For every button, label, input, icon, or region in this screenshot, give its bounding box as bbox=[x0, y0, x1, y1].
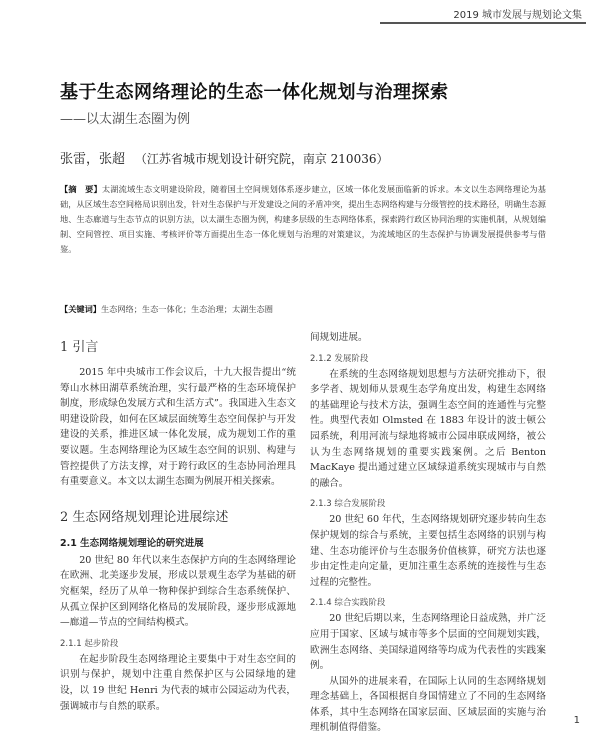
article-title: 基于生态网络理论的生态一体化规划与治理探索 bbox=[60, 82, 449, 103]
minor-paragraph-start: 在起步阶段生态网络理论主要集中于对生态空间的识别与保护，规划中注重自然保护区与公园绿地的建设，以 19 世纪 Henri 为代表的城市公园运动为代表，强调城市与自然的联系。 bbox=[60, 653, 296, 712]
minor-heading-develop: 2.1.2 发展阶段 bbox=[310, 353, 369, 364]
intro-paragraph: 2015 年中央城市工作会议后，十九大报告提出“统筹山水林田湖草系统治理，实行最严格的生态环境保护制度，形成绿色发展方式和生活方式”。我国进入生态文明建设阶段，如何在区域层面统筹生态空间保护与开发建设的关系，推进区域一体化发展，成为规划工作的重要议题。生态网络理论为区域生态空间的识别、构建与管控提供了方法支撑，对于跨行政区的生态协同治理具有重要意义。本文以太湖生态圈为例展开相关探索。 bbox=[60, 367, 296, 488]
author-affiliation: （江苏省城市规划设计研究院，南京 210036） bbox=[134, 152, 389, 166]
article-subtitle: ——以太湖生态圈为例 bbox=[60, 112, 191, 127]
page-number: 1 bbox=[573, 715, 580, 726]
keywords bbox=[60, 302, 546, 316]
continued-text: 间规划进展。 bbox=[310, 332, 368, 343]
minor-heading-integrate: 2.1.3 综合发展阶段 bbox=[310, 499, 386, 510]
minor-heading-practice: 2.1.4 综合实践阶段 bbox=[310, 598, 386, 609]
header-rule bbox=[380, 22, 586, 24]
keywords-label: 【关键词】 bbox=[60, 304, 101, 314]
left-column bbox=[60, 330, 296, 714]
paragraph-integrate: 20 世纪 60 年代，生态网络规划研究逐步转向生态保护规划的综合与系统，主要包括生态网络的识别与构建、生态功能评价与生态服务价值核算，研究方法也逐步由定性走向定量，更加注重生态系统的连接性与生态过程的完整性。 bbox=[310, 514, 546, 588]
paragraph-practice: 20 世纪后期以来，生态网络理论日益成熟，并广泛应用于国家、区域与城市等多个层面的空间规划实践，欧洲生态网络、美国绿道网络等均成为代表性的实践案例。 bbox=[310, 613, 546, 672]
running-title: 2019 城市发展与规划论文集 bbox=[453, 10, 582, 21]
author-names: 张雷，张超 bbox=[60, 152, 126, 167]
abstract-text: 太湖流域生态文明建设阶段，随着国土空间规划体系逐步建立，区域一体化发展面临新的诉求。本文以生态网络理论为基础，从区域生态空间格局识别出发，针对生态保护与开发建设之间的矛盾冲突，提出生态网络构建与分级管控的技术路径，明确生态源地、生态廊道与生态节点的识别方法，以太湖生态圈为例，构建多层级的生态网络体系，探索跨行政区协同治理的实施机制，从规划编制、空间管控、项目实施、考核评价等方面提出生态一体化规划与治理的对策建议，为流域地区的生态保护与协调发展提供参考与借鉴。 bbox=[60, 184, 546, 254]
author-line bbox=[60, 148, 388, 167]
right-column bbox=[310, 330, 546, 736]
section-heading-review: 2 生态网络规划理论进展综述 bbox=[60, 509, 229, 525]
paragraph-overseas: 从国外的进展来看，在国际上认同的生态网络规划理念基础上，各国根据自身国情建立了不同的生态网络体系，其中生态网络在国家层面、区域层面的实施与治理机制值得借鉴。 bbox=[310, 675, 546, 734]
subsection-heading: 2.1 生态网络规划理论的研究进展 bbox=[60, 537, 204, 549]
section-heading-intro: 1 引言 bbox=[60, 340, 99, 355]
minor-heading-start: 2.1.1 起步阶段 bbox=[60, 638, 119, 649]
subsection-paragraph: 20 世纪 80 年代以来生态保护方向的生态网络理论在欧洲、北美逐步发展，形成以景观生态学为基础的研究框架，经历了从单一物种保护到综合生态系统保护、从孤立保护区到网络化格局的发展阶段，逐步形成源地—廊道—节点的空间结构模式。 bbox=[60, 554, 296, 629]
paragraph-develop: 在系统的生态网络规划思想与方法研究推动下，很多学者、规划师从景观生态学角度出发，构建生态网络的基础理论与技术方法，强调生态空间的连通性与完整性。典型代表如 Olmsted 在 1883 年设计的波士顿公园系统，利用河流与绿地将城市公园串联成网络，被公认为生态网络规划的重要实践案例。之后 Benton MacKaye 提出通过建立区域绿道系统实现城市与自然的融合。 bbox=[310, 368, 546, 489]
abstract-label: 【摘 要】 bbox=[60, 184, 102, 194]
abstract bbox=[60, 182, 546, 257]
keywords-text: 生态网络；生态一体化；生态治理；太湖生态圈 bbox=[100, 304, 273, 314]
running-header bbox=[0, 0, 600, 28]
